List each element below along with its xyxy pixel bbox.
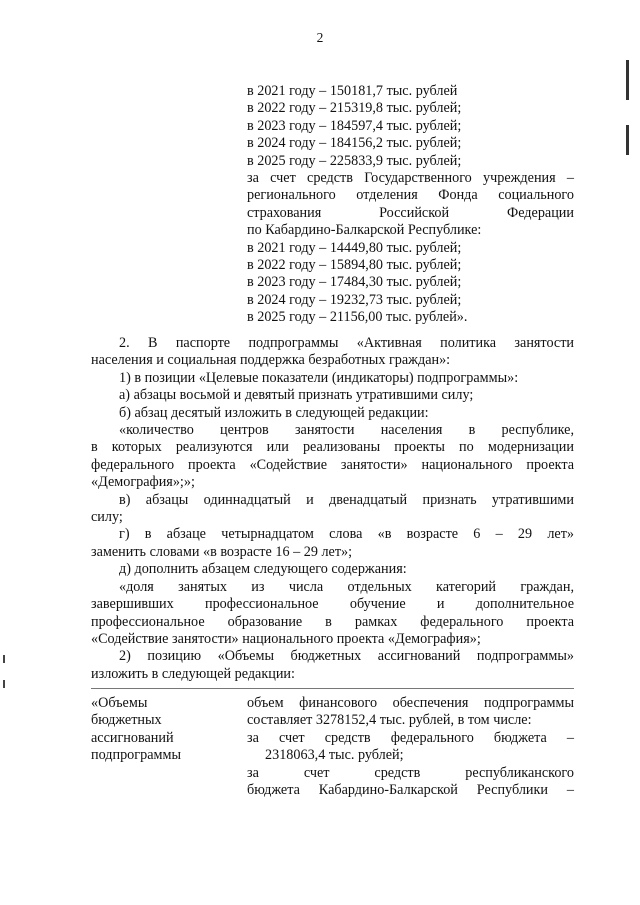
text-line: в 2025 году – 225833,9 тыс. рублей; [247,152,462,169]
paragraph-line: а) абзацы восьмой и девятый признать утратившими силу; [119,387,474,404]
text-line: за счет средств Государственного учреждения – [247,170,574,187]
paragraph-line: 1) в позиции «Целевые показатели (индикаторы) подпрограммы»: [119,369,519,386]
table-label-line: «Объемы [91,695,148,711]
paragraph-line: г) в абзаце четырнадцатом слова «в возрасте 6 – 29 лет» [119,526,574,543]
table-value-line: бюджета Кабардино-Балкарской Республики – [247,782,574,799]
paragraph-line: б) абзац десятый изложить в следующей редакции: [119,404,429,421]
table-label-line: ассигнований [91,729,174,746]
paragraph-line: силу; [91,509,123,526]
budget-table [91,688,574,799]
text-line: в 2023 году – 184597,4 тыс. рублей; [247,117,462,134]
paragraph-line: в которых реализуются или реализованы проекты по модернизации [91,439,574,456]
paragraph-line: населения и социальная поддержка безработных граждан»: [91,352,451,369]
paragraph-line: «доля занятых из числа отдельных категорий граждан, [119,578,574,595]
paragraph-line: 2. В паспорте подпрограммы «Активная политика занятости [119,335,574,351]
paragraph-line: федерального проекта «Содействие занятости» национального проекта [91,456,574,473]
paragraph-line: изложить в следующей редакции: [91,665,295,682]
scan-edge-mark [626,125,629,155]
text-line: в 2023 году – 17484,30 тыс. рублей; [247,274,462,291]
paragraph-line: завершивших профессиональное обучение и дополнительное [91,596,574,613]
text-line: в 2021 году – 150181,7 тыс. рублей [247,83,458,99]
paragraph-line: заменить словами «в возрасте 16 – 29 лет»; [91,543,353,560]
paragraph-line: 2) позицию «Объемы бюджетных ассигнований подпрограммы» [119,648,574,665]
text-line: в 2022 году – 15894,80 тыс. рублей; [247,257,462,274]
text-line: по Кабардино-Балкарской Республике: [247,222,482,239]
text-line: в 2021 году – 14449,80 тыс. рублей; [247,239,462,256]
scan-edge-mark [3,655,5,663]
table-value-line: объем финансового обеспечения подпрограммы [247,695,574,711]
table-value-cell [247,695,574,799]
scan-edge-mark [3,680,5,688]
table-label-line: бюджетных [91,712,162,729]
table-value-line: 2318063,4 тыс. рублей; [265,747,404,764]
paragraph-line: «Содействие занятости» национального проекта «Демография»; [91,630,481,647]
funding-years-block [247,83,574,327]
table-value-line: составляет 3278152,4 тыс. рублей, в том числе: [247,712,532,729]
text-line: в 2024 году – 19232,73 тыс. рублей; [247,291,462,308]
scan-edge-mark [626,60,629,100]
table-label-line: подпрограммы [91,747,181,764]
document-body [91,335,574,683]
paragraph-line: д) дополнить абзацем следующего содержания: [119,561,407,578]
paragraph-line: в) абзацы одиннадцатый и двенадцатый признать утратившими [119,491,574,508]
table-value-line: за счет средств федерального бюджета – [247,729,574,746]
text-line: страхования Российской Федерации [247,204,574,221]
table-label-cell [91,695,241,765]
paragraph-line: «Демография»;»; [91,474,195,491]
paragraph-line: профессиональное образование в рамках федерального проекта [91,613,574,630]
text-line: регионального отделения Фонда социального [247,187,574,204]
table-value-line: за счет средств республиканского [247,764,574,781]
page-number: 2 [316,30,324,45]
text-line: в 2024 году – 184156,2 тыс. рублей; [247,135,462,152]
text-line: в 2025 году – 21156,00 тыс. рублей». [247,309,468,326]
text-line: в 2022 году – 215319,8 тыс. рублей; [247,100,462,117]
paragraph-line: «количество центров занятости населения в республике, [119,422,574,439]
